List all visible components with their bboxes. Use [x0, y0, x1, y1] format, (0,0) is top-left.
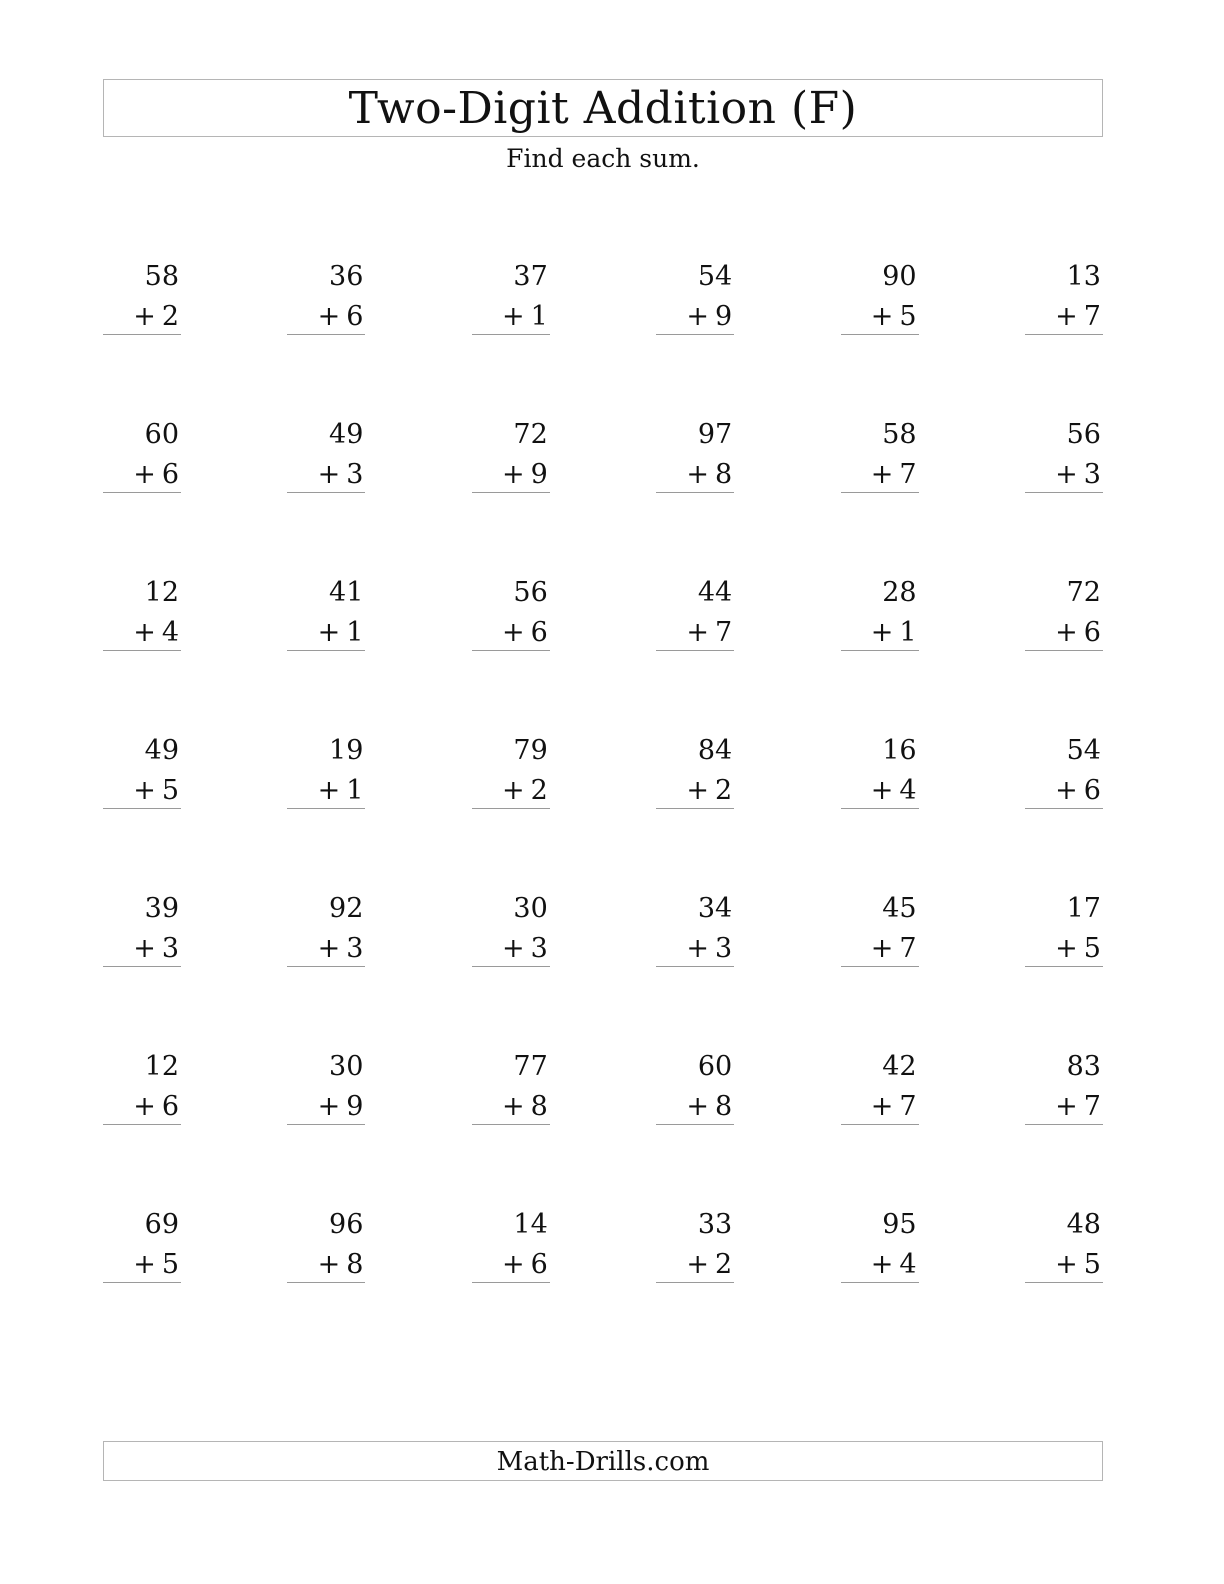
addition-problem	[1025, 416, 1103, 494]
answer-line	[841, 1124, 919, 1125]
addend-bottom-row	[133, 614, 179, 652]
addend-bottom-row	[318, 930, 364, 968]
addend-bottom: 6	[530, 617, 548, 648]
worksheet-title: Two-Digit Addition (F)	[348, 83, 858, 134]
addend-top: 34	[697, 893, 733, 924]
addend-top: 56	[1066, 419, 1101, 450]
footer-box	[103, 1441, 1103, 1481]
addend-bottom-row	[871, 1088, 917, 1126]
addend-top: 95	[882, 1209, 917, 1240]
answer-line	[656, 1282, 734, 1283]
addend-top: 48	[1066, 1209, 1101, 1240]
addend-top: 56	[513, 577, 548, 608]
addend-bottom: 7	[899, 933, 917, 964]
answer-line	[656, 650, 734, 651]
plus-sign: +	[501, 1091, 525, 1122]
addition-problem	[1025, 1048, 1103, 1126]
addition-problem	[472, 732, 550, 810]
addend-top: 97	[697, 419, 733, 450]
addend-bottom-row	[871, 298, 917, 336]
addition-problem	[287, 258, 365, 336]
addend-bottom-row	[133, 1088, 179, 1126]
addend-bottom: 9	[530, 459, 548, 490]
answer-line	[287, 334, 365, 335]
answer-line	[656, 334, 734, 335]
addend-bottom: 6	[346, 301, 364, 332]
addend-top: 83	[1066, 1051, 1101, 1082]
addition-problem	[472, 574, 550, 652]
addend-top: 54	[697, 261, 733, 292]
addend-top: 30	[329, 1051, 364, 1082]
addend-bottom-row	[502, 930, 548, 968]
plus-sign: +	[133, 933, 156, 964]
plus-sign: +	[501, 933, 525, 964]
addition-problem	[841, 258, 919, 336]
addition-problem	[103, 1206, 181, 1284]
answer-line	[841, 492, 919, 493]
answer-line	[287, 1282, 365, 1283]
answer-line	[1025, 650, 1103, 651]
plus-sign: +	[870, 301, 894, 332]
plus-sign: +	[1055, 775, 1078, 806]
addition-problem	[287, 732, 365, 810]
addend-bottom-row	[502, 1088, 548, 1126]
addend-bottom: 1	[899, 617, 917, 648]
plus-sign: +	[501, 459, 525, 490]
addend-top: 12	[144, 1051, 179, 1082]
addend-bottom: 8	[346, 1249, 364, 1280]
addition-problem	[1025, 1206, 1103, 1284]
plus-sign: +	[133, 301, 156, 332]
addition-problem	[656, 258, 734, 336]
addend-bottom: 5	[161, 1249, 179, 1280]
addend-top: 17	[1066, 893, 1101, 924]
addend-bottom-row	[133, 930, 179, 968]
addend-bottom-row	[686, 930, 732, 968]
answer-line	[1025, 492, 1103, 493]
answer-line	[103, 650, 181, 651]
addition-problem	[103, 416, 181, 494]
plus-sign: +	[1055, 459, 1078, 490]
addend-top: 60	[697, 1051, 733, 1082]
addition-problem	[841, 890, 919, 968]
answer-line	[287, 1124, 365, 1125]
addition-problem	[287, 1048, 365, 1126]
addend-bottom-row	[133, 1246, 179, 1284]
addend-bottom: 4	[899, 1249, 917, 1280]
addend-bottom-row	[1055, 772, 1101, 810]
addend-top: 49	[329, 419, 364, 450]
addend-bottom: 1	[530, 301, 548, 332]
answer-line	[841, 650, 919, 651]
addend-bottom: 3	[161, 933, 179, 964]
addend-bottom: 8	[714, 459, 733, 490]
addend-bottom-row	[133, 298, 179, 336]
addend-top: 58	[144, 261, 179, 292]
addend-top: 13	[1066, 261, 1101, 292]
addition-problem	[841, 1048, 919, 1126]
plus-sign: +	[317, 301, 341, 332]
addition-problem	[472, 1048, 550, 1126]
addend-top: 33	[697, 1209, 733, 1240]
addition-problem	[287, 890, 365, 968]
addition-problem	[472, 890, 550, 968]
addition-problem	[472, 1206, 550, 1284]
addend-bottom-row	[502, 456, 548, 494]
addend-top: 77	[513, 1051, 548, 1082]
addend-bottom: 6	[1083, 775, 1101, 806]
addend-bottom-row	[686, 298, 732, 336]
answer-line	[103, 966, 181, 967]
addend-bottom-row	[318, 614, 364, 652]
plus-sign: +	[317, 775, 341, 806]
addend-bottom-row	[318, 772, 364, 810]
addend-bottom: 5	[1083, 1249, 1101, 1280]
plus-sign: +	[686, 933, 709, 964]
addend-bottom-row	[871, 614, 917, 652]
answer-line	[103, 492, 181, 493]
addend-bottom: 3	[346, 459, 364, 490]
addition-problem	[287, 574, 365, 652]
addend-bottom-row	[1055, 1246, 1101, 1284]
addition-problem	[656, 416, 734, 494]
plus-sign: +	[870, 1249, 894, 1280]
footer-site: Math-Drills.com	[496, 1447, 710, 1477]
problems-grid	[103, 258, 1103, 1284]
title-box	[103, 79, 1103, 137]
addend-bottom-row	[318, 1088, 364, 1126]
addend-top: 16	[882, 735, 917, 766]
addend-bottom: 4	[161, 617, 179, 648]
addend-top: 90	[882, 261, 917, 292]
addend-top: 60	[144, 419, 179, 450]
plus-sign: +	[501, 1249, 525, 1280]
addend-bottom-row	[133, 772, 179, 810]
answer-line	[841, 808, 919, 809]
answer-line	[103, 1124, 181, 1125]
answer-line	[472, 492, 550, 493]
answer-line	[656, 808, 734, 809]
plus-sign: +	[133, 1091, 156, 1122]
addend-bottom-row	[318, 298, 364, 336]
addition-problem	[841, 574, 919, 652]
plus-sign: +	[1055, 1091, 1078, 1122]
addend-bottom-row	[502, 1246, 548, 1284]
addend-bottom-row	[686, 456, 732, 494]
addend-top: 14	[513, 1209, 548, 1240]
plus-sign: +	[870, 775, 894, 806]
addend-bottom-row	[686, 1246, 732, 1284]
plus-sign: +	[870, 933, 894, 964]
addition-problem	[287, 1206, 365, 1284]
addition-problem	[472, 416, 550, 494]
answer-line	[103, 1282, 181, 1283]
answer-line	[841, 966, 919, 967]
addend-top: 49	[144, 735, 179, 766]
answer-line	[287, 492, 365, 493]
addend-top: 96	[329, 1209, 364, 1240]
addition-problem	[841, 416, 919, 494]
plus-sign: +	[686, 617, 709, 648]
addend-top: 36	[329, 261, 364, 292]
answer-line	[472, 966, 550, 967]
plus-sign: +	[133, 617, 156, 648]
plus-sign: +	[686, 459, 709, 490]
answer-line	[1025, 334, 1103, 335]
instructions: Find each sum.	[506, 144, 700, 173]
addend-top: 30	[513, 893, 548, 924]
addend-bottom: 7	[1083, 1091, 1101, 1122]
plus-sign: +	[870, 459, 894, 490]
addend-top: 72	[1066, 577, 1101, 608]
addition-problem	[1025, 732, 1103, 810]
answer-line	[841, 334, 919, 335]
addition-problem	[656, 574, 734, 652]
addend-bottom-row	[502, 614, 548, 652]
answer-line	[287, 650, 365, 651]
addend-bottom: 5	[161, 775, 179, 806]
addend-top: 12	[144, 577, 179, 608]
plus-sign: +	[133, 775, 156, 806]
addend-bottom: 5	[899, 301, 917, 332]
addend-bottom: 2	[714, 1249, 733, 1280]
plus-sign: +	[1055, 933, 1078, 964]
addition-problem	[841, 1206, 919, 1284]
answer-line	[656, 492, 734, 493]
addend-bottom-row	[686, 614, 732, 652]
addend-top: 19	[329, 735, 364, 766]
plus-sign: +	[1055, 617, 1078, 648]
addend-bottom: 6	[161, 459, 179, 490]
addend-top: 28	[882, 577, 917, 608]
addend-bottom: 1	[346, 617, 364, 648]
plus-sign: +	[686, 1091, 709, 1122]
addend-top: 84	[697, 735, 733, 766]
addition-problem	[103, 1048, 181, 1126]
addend-bottom-row	[1055, 614, 1101, 652]
plus-sign: +	[501, 775, 525, 806]
addend-bottom: 7	[899, 1091, 917, 1122]
addend-bottom: 8	[530, 1091, 548, 1122]
addend-top: 54	[1066, 735, 1101, 766]
plus-sign: +	[501, 617, 525, 648]
addend-bottom-row	[1055, 1088, 1101, 1126]
addend-bottom: 8	[714, 1091, 733, 1122]
plus-sign: +	[317, 617, 341, 648]
addend-bottom: 7	[714, 617, 733, 648]
answer-line	[841, 1282, 919, 1283]
addition-problem	[103, 574, 181, 652]
addition-problem	[287, 416, 365, 494]
addition-problem	[656, 732, 734, 810]
addend-top: 44	[697, 577, 733, 608]
addend-bottom: 3	[346, 933, 364, 964]
answer-line	[472, 1282, 550, 1283]
addend-bottom-row	[1055, 456, 1101, 494]
plus-sign: +	[317, 933, 341, 964]
plus-sign: +	[133, 1249, 156, 1280]
addition-problem	[656, 1206, 734, 1284]
addend-bottom-row	[686, 772, 732, 810]
addend-bottom-row	[871, 456, 917, 494]
addition-problem	[103, 890, 181, 968]
plus-sign: +	[317, 459, 341, 490]
addition-problem	[103, 258, 181, 336]
addend-top: 42	[882, 1051, 917, 1082]
addend-bottom-row	[318, 1246, 364, 1284]
answer-line	[103, 808, 181, 809]
addend-bottom: 6	[1083, 617, 1101, 648]
addend-bottom: 1	[346, 775, 364, 806]
addend-bottom-row	[871, 930, 917, 968]
plus-sign: +	[686, 301, 709, 332]
addition-problem	[841, 732, 919, 810]
plus-sign: +	[686, 775, 709, 806]
addend-bottom-row	[1055, 930, 1101, 968]
plus-sign: +	[870, 617, 894, 648]
answer-line	[656, 966, 734, 967]
addition-problem	[656, 890, 734, 968]
answer-line	[472, 334, 550, 335]
addition-problem	[1025, 258, 1103, 336]
addend-bottom-row	[686, 1088, 732, 1126]
addend-bottom: 3	[530, 933, 548, 964]
answer-line	[472, 808, 550, 809]
plus-sign: +	[133, 459, 156, 490]
addend-bottom-row	[502, 298, 548, 336]
addend-top: 45	[882, 893, 917, 924]
addend-bottom: 9	[346, 1091, 364, 1122]
answer-line	[472, 650, 550, 651]
addend-bottom: 3	[714, 933, 733, 964]
plus-sign: +	[317, 1249, 341, 1280]
addition-problem	[656, 1048, 734, 1126]
addend-bottom: 2	[161, 301, 179, 332]
addend-bottom-row	[502, 772, 548, 810]
addition-problem	[1025, 890, 1103, 968]
answer-line	[472, 1124, 550, 1125]
answer-line	[656, 1124, 734, 1125]
answer-line	[287, 966, 365, 967]
addend-bottom: 5	[1083, 933, 1101, 964]
plus-sign: +	[1055, 301, 1078, 332]
addition-problem	[1025, 574, 1103, 652]
addend-bottom-row	[133, 456, 179, 494]
answer-line	[1025, 1124, 1103, 1125]
addend-bottom-row	[871, 1246, 917, 1284]
addend-top: 58	[882, 419, 917, 450]
addend-bottom-row	[318, 456, 364, 494]
answer-line	[1025, 808, 1103, 809]
answer-line	[1025, 1282, 1103, 1283]
plus-sign: +	[686, 1249, 709, 1280]
addend-bottom: 6	[161, 1091, 179, 1122]
addend-bottom: 3	[1083, 459, 1101, 490]
addend-bottom-row	[1055, 298, 1101, 336]
answer-line	[1025, 966, 1103, 967]
plus-sign: +	[501, 301, 525, 332]
addend-top: 92	[329, 893, 364, 924]
addend-top: 39	[144, 893, 179, 924]
addend-bottom: 4	[899, 775, 917, 806]
addition-problem	[103, 732, 181, 810]
plus-sign: +	[317, 1091, 341, 1122]
addend-bottom: 7	[899, 459, 917, 490]
addend-bottom: 2	[714, 775, 733, 806]
addend-bottom-row	[871, 772, 917, 810]
addend-bottom: 2	[530, 775, 548, 806]
addend-top: 41	[329, 577, 364, 608]
addition-problem	[472, 258, 550, 336]
answer-line	[103, 334, 181, 335]
addend-top: 72	[513, 419, 548, 450]
addend-top: 37	[513, 261, 548, 292]
addend-bottom: 7	[1083, 301, 1101, 332]
answer-line	[287, 808, 365, 809]
addend-top: 69	[144, 1209, 179, 1240]
plus-sign: +	[1055, 1249, 1078, 1280]
plus-sign: +	[870, 1091, 894, 1122]
addend-bottom: 9	[714, 301, 733, 332]
addend-top: 79	[513, 735, 548, 766]
addend-bottom: 6	[530, 1249, 548, 1280]
